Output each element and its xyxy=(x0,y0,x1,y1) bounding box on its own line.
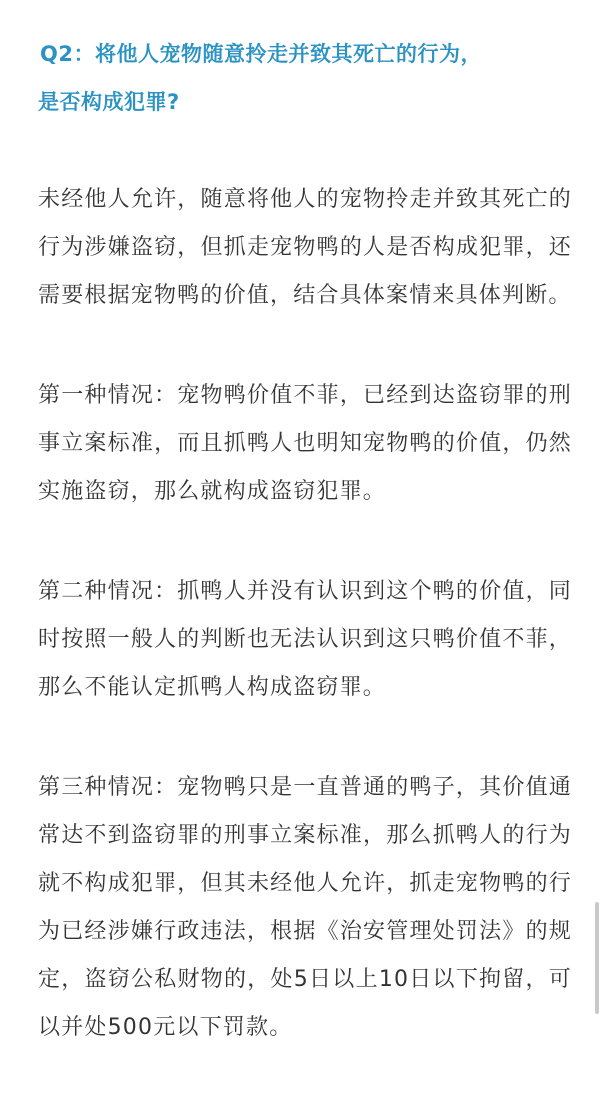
question-heading xyxy=(38,30,572,126)
paragraph-intro: 未经他人允许，随意将他人的宠物拎走并致其死亡的行为涉嫌盗窃，但抓走宠物鸭的人是否构成犯罪，还需要根据宠物鸭的价值，结合具体案情来具体判断。 xyxy=(38,187,572,308)
question-line-2: 是否构成犯罪? xyxy=(38,90,180,114)
question-line-1: Q2：将他人宠物随意拎走并致其死亡的行为， xyxy=(40,42,482,66)
paragraph-case-1: 第一种情况：宠物鸭价值不菲，已经到达盗窃罪的刑事立案标准，而且抓鸭人也明知宠物鸭的价值，仍然实施盗窃，那么就构成盗窃犯罪。 xyxy=(38,383,572,504)
paragraph-case-3: 第三种情况：宠物鸭只是一直普通的鸭子，其价值通常达不到盗窃罪的刑事立案标准，那么抓鸭人的行为就不构成犯罪，但其未经他人允许，抓走宠物鸭的行为已经涉嫌行政违法，根据《治安管理处罚法》的规定，盗窃公私财物的，处5日以上10日以下拘留，可以并处500元以下罚款。 xyxy=(38,775,572,1040)
scrollbar-thumb[interactable] xyxy=(595,902,599,1014)
paragraph-case-2: 第二种情况：抓鸭人并没有认识到这个鸭的价值，同时按照一般人的判断也无法认识到这只鸭价值不菲，那么不能认定抓鸭人构成盗窃罪。 xyxy=(38,579,572,700)
